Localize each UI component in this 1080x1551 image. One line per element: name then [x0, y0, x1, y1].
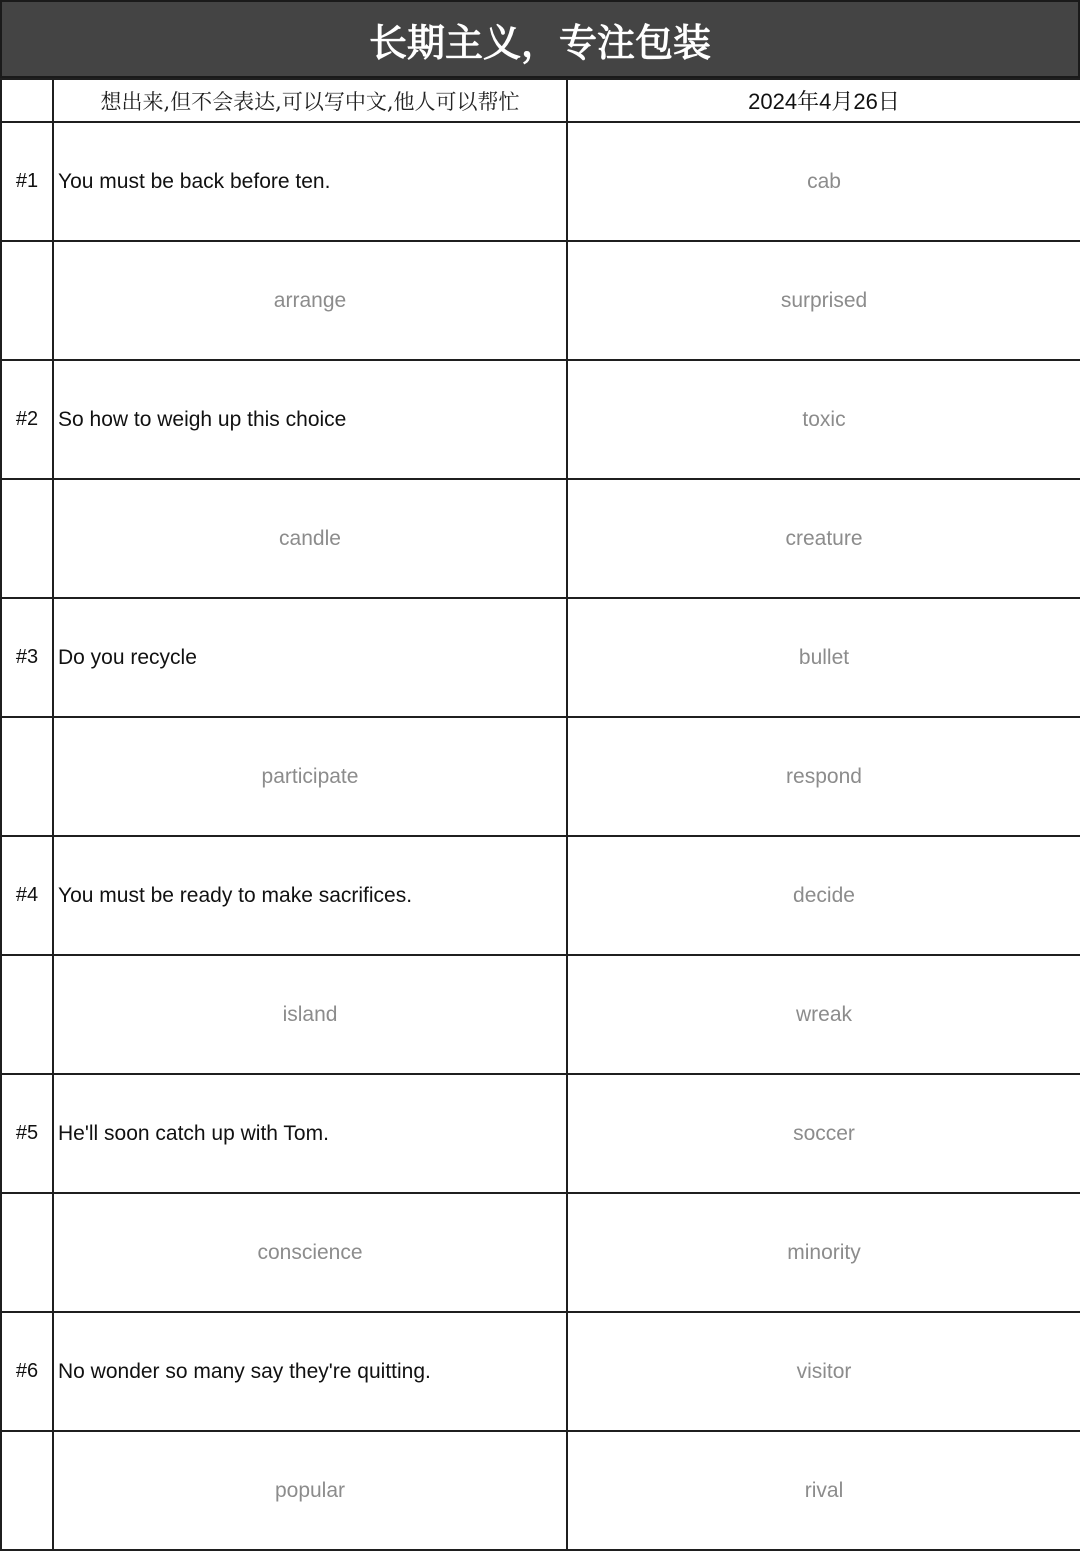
vocab-word[interactable]: cab	[567, 122, 1080, 241]
word-row-6	[1, 1431, 1080, 1550]
word-row-3	[1, 717, 1080, 836]
vocab-word[interactable]: soccer	[567, 1074, 1080, 1193]
vocab-word[interactable]: toxic	[567, 360, 1080, 479]
vocab-word[interactable]: surprised	[567, 241, 1080, 360]
blank-number-cell[interactable]	[1, 1193, 53, 1312]
entry-sentence[interactable]: No wonder so many say they're quitting.	[53, 1312, 567, 1431]
vocab-word[interactable]: participate	[53, 717, 567, 836]
sentence-row-3	[1, 598, 1080, 717]
vocab-word[interactable]: minority	[567, 1193, 1080, 1312]
entry-sentence[interactable]: You must be ready to make sacrifices.	[53, 836, 567, 955]
header-row	[1, 79, 1080, 122]
blank-number-cell[interactable]	[1, 479, 53, 598]
entry-number[interactable]: #6	[1, 1312, 53, 1431]
vocab-word[interactable]: candle	[53, 479, 567, 598]
entry-table	[0, 78, 1080, 1551]
entry-number[interactable]: #4	[1, 836, 53, 955]
vocab-word[interactable]: bullet	[567, 598, 1080, 717]
header-date[interactable]: 2024年4月26日	[567, 79, 1080, 122]
entry-sentence[interactable]: He'll soon catch up with Tom.	[53, 1074, 567, 1193]
vocab-word[interactable]: wreak	[567, 955, 1080, 1074]
vocab-word[interactable]: respond	[567, 717, 1080, 836]
vocab-word[interactable]: island	[53, 955, 567, 1074]
blank-number-cell[interactable]	[1, 1431, 53, 1550]
vocab-word[interactable]: arrange	[53, 241, 567, 360]
sentence-row-4	[1, 836, 1080, 955]
blank-number-cell[interactable]	[1, 717, 53, 836]
vocab-word[interactable]: creature	[567, 479, 1080, 598]
vocab-word[interactable]: popular	[53, 1431, 567, 1550]
entry-number[interactable]: #5	[1, 1074, 53, 1193]
sentence-row-5	[1, 1074, 1080, 1193]
blank-number-cell[interactable]	[1, 955, 53, 1074]
header-blank-cell[interactable]	[1, 79, 53, 122]
sheet-title: 长期主义，专注包装	[0, 0, 1080, 78]
entry-sentence[interactable]: Do you recycle	[53, 598, 567, 717]
vocab-word[interactable]: visitor	[567, 1312, 1080, 1431]
entry-sentence[interactable]: You must be back before ten.	[53, 122, 567, 241]
word-row-4	[1, 955, 1080, 1074]
sentence-row-2	[1, 360, 1080, 479]
entry-number[interactable]: #2	[1, 360, 53, 479]
blank-number-cell[interactable]	[1, 241, 53, 360]
entry-number[interactable]: #3	[1, 598, 53, 717]
entry-sentence[interactable]: So how to weigh up this choice	[53, 360, 567, 479]
vocab-word[interactable]: rival	[567, 1431, 1080, 1550]
vocab-word[interactable]: decide	[567, 836, 1080, 955]
vocab-word[interactable]: conscience	[53, 1193, 567, 1312]
entry-number[interactable]: #1	[1, 122, 53, 241]
word-row-5	[1, 1193, 1080, 1312]
sentence-row-6	[1, 1312, 1080, 1431]
sentence-row-1	[1, 122, 1080, 241]
word-row-1	[1, 241, 1080, 360]
word-row-2	[1, 479, 1080, 598]
header-note[interactable]: 想出来,但不会表达,可以写中文,他人可以帮忙	[53, 79, 567, 122]
